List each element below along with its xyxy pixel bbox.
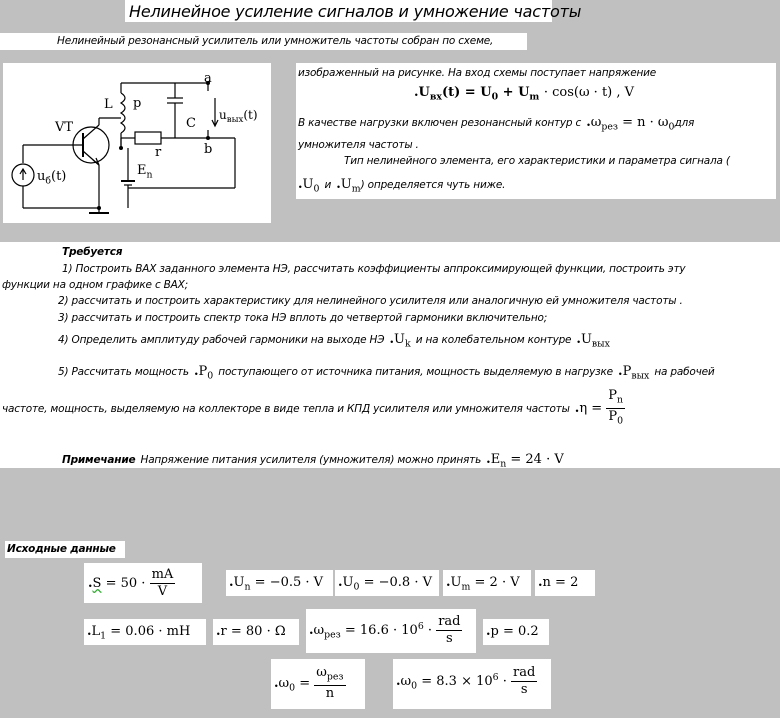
- circuit-label-uout-main: u: [219, 108, 227, 122]
- circuit-label-b: b: [204, 142, 213, 157]
- param-w0b-exp: 6: [492, 671, 499, 683]
- param-r: [213, 619, 299, 645]
- eta-den-sub: 0: [617, 415, 624, 427]
- intro-text: Нелинейный резонансный усилитель или умножитель частоты собран по схеме,: [57, 35, 494, 47]
- param-wrez-sub: рез: [324, 629, 341, 641]
- source-data-heading-box: [5, 541, 125, 558]
- side-line-5-post: ) определяется чуть ниже.: [360, 179, 506, 191]
- eta-num: P: [608, 388, 618, 403]
- circuit-label-ub-sub: б: [45, 175, 52, 187]
- requirements-heading: Требуется: [62, 246, 123, 258]
- circuit-label-L: L: [104, 97, 113, 112]
- req-item-4-mid: и на колебательном контуре: [415, 334, 572, 346]
- title-box: [125, 0, 582, 22]
- param-w0a-frac: [314, 665, 345, 702]
- param-wrez: [306, 609, 476, 653]
- param-w0a-sub: 0: [289, 682, 296, 694]
- req-uout-main: U: [580, 332, 592, 347]
- param-Un-sub: n: [244, 581, 251, 593]
- req-pout: $.P_{вых}$: [618, 364, 650, 382]
- param-w0a-eq: =: [299, 676, 311, 692]
- req-item-5: [58, 360, 715, 381]
- param-w0b-name: ω: [400, 674, 412, 689]
- omega-rez-mid: = n · ω: [622, 115, 669, 130]
- formula-um-sub: m: [529, 91, 540, 103]
- param-Un-name: U: [233, 575, 245, 590]
- eta-den: P: [608, 409, 618, 425]
- param-n: [535, 570, 595, 596]
- omega-rez-sub: рез: [601, 121, 618, 133]
- side-line-1: изображенный на рисунке. На вход схемы поступает напряжение: [298, 67, 657, 79]
- eta-fraction: [606, 388, 625, 430]
- req-item-1a: 1) Построить ВАХ заданного элемента НЭ, рассчитать коэффициенты аппроксимирующей функции, построить эту: [62, 263, 686, 275]
- side-u0-main: U: [302, 177, 314, 192]
- param-S-content: .S = 50 · $\frac{mA}{V}$: [88, 567, 174, 599]
- req-p0: $.P_0$: [193, 364, 214, 382]
- req-item-5-mid: поступающего от источника питания, мощность выделяемую в нагрузке: [218, 366, 613, 378]
- circuit-label-p: p: [133, 96, 142, 111]
- circuit-label-ub-main: u: [37, 169, 46, 184]
- side-um: $.U_m$: [336, 177, 361, 195]
- circuit-diagram: [3, 63, 271, 223]
- source-data-heading: Исходные данные: [7, 543, 116, 555]
- param-S: [84, 563, 202, 603]
- req-item-5-post: на рабочей: [654, 366, 715, 378]
- param-L1-content: $.L_1 = 0.06$ · mH: [87, 624, 191, 642]
- param-w0b-sub: 0: [411, 680, 418, 692]
- param-U0-name: U: [342, 575, 354, 590]
- param-w0b-dot: ·: [502, 674, 507, 689]
- formula-um: U: [518, 85, 530, 100]
- param-L1-name: L: [91, 624, 101, 639]
- side-u0: $.U_0$: [298, 177, 320, 195]
- circuit-label-ub: [37, 169, 66, 186]
- req-item-5b: [2, 388, 625, 430]
- param-Um: [443, 570, 531, 596]
- param-wrez-name: ω: [313, 623, 325, 638]
- eta-lhs: η =: [579, 401, 603, 417]
- formula-lhs-sub: вх: [429, 91, 442, 103]
- param-w0-formula-content: $.\omega_0$ = $\frac{\omega_{рез}}{n}$: [274, 665, 344, 702]
- intro-box: [0, 33, 527, 50]
- param-p-rest: = 0.2: [503, 624, 539, 639]
- req-uout: $.U_{вых}$: [576, 332, 610, 350]
- param-p-name: p: [490, 624, 499, 639]
- requirements-box: [0, 242, 780, 468]
- circuit-label-ub-arg: (t): [51, 169, 67, 184]
- param-w0b-eq: = 8.3 × 10: [421, 674, 493, 689]
- param-Um-name: U: [450, 575, 462, 590]
- param-r-name: r: [220, 624, 227, 639]
- param-w0a-name: ω: [278, 676, 290, 692]
- req-uout-sub: вых: [591, 338, 610, 350]
- side-um-main: U: [340, 177, 352, 192]
- formula-eq: =: [464, 85, 476, 100]
- param-w0b-num: rad: [513, 665, 536, 680]
- side-line-2: [298, 111, 694, 132]
- side-text-box: [296, 63, 776, 199]
- formula-plus: +: [502, 85, 514, 100]
- note-formula-rest: = 24 · V: [510, 452, 564, 467]
- param-p: [483, 619, 549, 645]
- circuit-figure: [3, 63, 271, 223]
- req-item-2: 2) рассчитать и построить характеристику для нелинейного усилителя или аналогичную ей умножителя частоты .: [58, 295, 683, 307]
- circuit-label-C: C: [186, 116, 196, 131]
- param-w0-value: [393, 659, 551, 709]
- circuit-label-VT: VT: [55, 120, 74, 135]
- formula-u0: U: [480, 85, 492, 100]
- omega-rez: ω: [590, 115, 602, 130]
- circuit-label-a: a: [204, 71, 212, 86]
- param-w0b-den: s: [520, 682, 528, 697]
- note-formula: $.E_n = 24 \cdot V$: [486, 452, 564, 470]
- circuit-label-En-sub: n: [146, 169, 153, 181]
- circuit-label-En: [137, 163, 153, 180]
- param-S-name: S: [92, 576, 102, 591]
- side-um-sub: m: [351, 183, 361, 195]
- param-wrez-content: $.\omega_{рез} = 16.6 \cdot 10^6$ · $\frac{\text{rad}}{s}$: [309, 614, 461, 646]
- note-text: Напряжение питания усилителя (умножителя) можно принять: [140, 454, 482, 466]
- req-pout-sub: вых: [631, 370, 650, 382]
- note-formula-sub: n: [500, 458, 507, 470]
- note-formula-main: E: [490, 452, 501, 467]
- param-Un-rest: = −0.5 · V: [254, 575, 324, 590]
- formula-dot: .: [414, 85, 419, 100]
- param-n-rest: = 2: [555, 575, 579, 590]
- req-p0-main: P: [198, 364, 208, 379]
- side-line-2-post: для: [674, 117, 695, 129]
- param-Un: [226, 570, 333, 596]
- circuit-label-uout-arg: (t): [243, 108, 258, 122]
- param-n-name: n: [542, 575, 551, 590]
- circuit-label-En-main: E: [137, 163, 147, 178]
- param-L1-rest: = 0.06 · mH: [110, 624, 191, 639]
- param-w0-formula: [271, 659, 365, 709]
- param-U0-content: $.U_0 = -0.8 \cdot V$: [338, 575, 432, 593]
- side-line-2-pre: В качестве нагрузки включен резонансный контур с: [298, 117, 582, 129]
- param-L1-sub: 1: [100, 630, 107, 642]
- param-wrez-frac: [436, 614, 462, 647]
- req-item-3: 3) рассчитать и построить спектр тока НЭ вплоть до четвертой гармоники включительно;: [58, 312, 548, 324]
- circuit-label-uout-sub: вых: [226, 115, 244, 126]
- param-U0: [335, 570, 439, 596]
- eta-num-sub: n: [617, 394, 624, 406]
- req-item-1b: функции на одном графике с ВАХ;: [2, 279, 188, 291]
- omega0-sub: 0: [668, 121, 675, 133]
- side-and: и: [324, 179, 332, 191]
- param-U0-sub: 0: [353, 581, 360, 593]
- param-Um-content: $.U_m = 2 \cdot V$: [446, 575, 520, 593]
- formula-u0-sub: 0: [491, 91, 499, 103]
- req-note: [62, 448, 564, 469]
- param-wrez-den: s: [446, 631, 453, 646]
- side-line-4: Тип нелинейного элемента, его характеристики и параметра сигнала (: [344, 155, 730, 167]
- param-w0a-num: ω: [316, 665, 327, 680]
- formula-arg: (t): [441, 85, 461, 100]
- input-voltage-formula: [414, 85, 634, 102]
- req-item-5-pre: 5) Рассчитать мощность: [58, 366, 189, 378]
- req-uk-main: U: [394, 332, 405, 347]
- req-pout-main: P: [622, 364, 632, 379]
- param-S-frac: [150, 567, 176, 600]
- formula-rest: · cos(ω · t) , V: [543, 85, 635, 100]
- param-Un-content: $.U_n = -0.5 \cdot V$: [229, 575, 324, 593]
- eta-formula: .η = $\frac{P_n}{P_0}$: [575, 401, 625, 416]
- param-w0b-frac: [511, 665, 537, 698]
- param-S-eq: = 50 ·: [105, 576, 146, 591]
- side-line-3: умножителя частоты .: [298, 139, 419, 151]
- side-line-5: [298, 173, 505, 194]
- param-w0-value-content: $.\omega_0 = 8.3 \times 10^6$ · $\frac{\text{rad}}{s}$: [396, 665, 536, 697]
- req-item-5b-text: частоте, мощность, выделяемую на коллекторе в виде тепла и КПД усилителя или умножителя частоты: [2, 402, 570, 415]
- param-L1: [84, 619, 206, 645]
- param-n-content: .n = 2: [538, 575, 579, 590]
- param-S-num: mA: [151, 567, 174, 582]
- param-r-rest: = 80 · Ω: [230, 624, 286, 639]
- param-p-content: .p = 0.2: [486, 624, 539, 639]
- param-wrez-eq: = 16.6 · 10: [344, 623, 418, 638]
- side-u0-sub: 0: [313, 183, 320, 195]
- param-r-content: .r = 80 · Ω: [216, 624, 286, 639]
- req-item-4: [58, 328, 610, 349]
- page-title: Нелинейное усиление сигналов и умножение частоты: [129, 2, 582, 21]
- param-wrez-dot: ·: [427, 623, 433, 638]
- param-Um-rest: = 2 · V: [474, 575, 520, 590]
- formula-lhs: U: [418, 85, 430, 100]
- param-w0a-den: n: [325, 686, 335, 702]
- note-label: Примечание: [62, 454, 136, 466]
- param-Um-sub: m: [461, 581, 471, 593]
- param-U0-rest: = −0.8 · V: [363, 575, 432, 590]
- req-p0-sub: 0: [207, 370, 214, 382]
- req-uk: $.U_k$: [389, 332, 411, 350]
- req-item-4-pre: 4) Определить амплитуду рабочей гармоники на выходе НЭ: [58, 334, 385, 346]
- omega-rez-formula: $.\omega_{рез} = n \cdot \omega_0$: [586, 115, 675, 133]
- param-w0a-num-sub: рез: [326, 671, 344, 683]
- circuit-label-r: r: [155, 145, 162, 160]
- circuit-label-uout: [219, 108, 258, 125]
- param-wrez-exp: 6: [417, 620, 424, 632]
- req-uk-sub: k: [404, 338, 411, 350]
- param-S-den: V: [157, 584, 168, 599]
- param-wrez-num: rad: [438, 614, 461, 629]
